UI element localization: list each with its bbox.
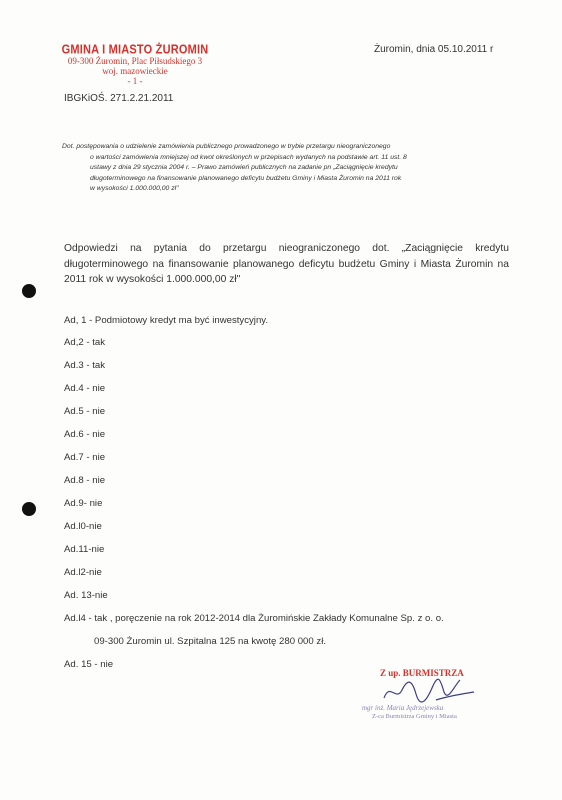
answer-5: Ad.5 - nie [64, 406, 106, 417]
answer-8: Ad.8 - nie [64, 475, 106, 486]
subject-line-3: ustawy z dnia 29 stycznia 2004 r. – Prawo zamówień publicznych na zadanie pn „Zaciągnięcie kredytu [90, 164, 398, 171]
answer-15: Ad. 15 - nie [64, 659, 114, 670]
answer-14: Ad.l4 - tak , poręczenie na rok 2012-2014 dla Żuromińskie Zakłady Komunalne Sp. z o. o. [64, 613, 444, 624]
answer-4: Ad.4 - nie [64, 383, 106, 394]
reference-number: IBGKiOŚ. 271.2.21.2011 [64, 93, 174, 104]
subject-line-5: w wysokości 1.000.000,00 zł" [90, 185, 179, 192]
subject-line-1: Dot. postępowania o udzielenie zamówienia publicznego prowadzonego w trybie przetargu nieograniczonego [62, 143, 391, 150]
municipality-stamp [50, 44, 220, 86]
stamp-address: 09-300 Żuromin, Plac Piłsudskiego 3 [67, 56, 203, 66]
stamp-mark: - 1 - [127, 76, 143, 86]
answer-14-continuation: 09-300 Żuromin ul. Szpitalna 125 na kwotę 280 000 zł. [94, 636, 326, 647]
intro-paragraph: Odpowiedzi na pytania do przetargu nieograniczonego dot. „Zaciągnięcie kredytu długoterminowego na finansowanie planowanego deficytu budżetu Gminy i Miasta Żuromin na 2011 rok w wysokości 1.000.000,00 zł" [64, 243, 509, 285]
answer-7: Ad.7 - nie [64, 452, 106, 463]
signatory-role: Z-ca Burmistrza Gminy i Miasta [372, 713, 457, 720]
answer-11: Ad.11-nie [64, 544, 105, 555]
document-date: Żuromin, dnia 05.10.2011 r [374, 44, 494, 55]
answer-13: Ad. 13-nie [64, 590, 108, 601]
subject-line-2: o wartości zamówienia mniejszej od kwot określonych w przepisach wydanych na podstawie art. 11 ust. 8 [90, 153, 407, 161]
handwritten-signature [378, 672, 478, 708]
answer-2: Ad,2 - tak [64, 337, 106, 348]
subject-line-4: długoterminowego na finansowanie planowanego deficytu budżetu Gminy i Miasta Żuromin na 2011 rok [90, 174, 402, 182]
answer-10: Ad.l0-nie [64, 521, 102, 532]
answer-9: Ad.9- nie [64, 498, 103, 509]
punch-hole-top [22, 284, 36, 298]
stamp-title: GMINA I MIASTO ŻUROMIN [61, 43, 209, 57]
signature-header: Z up. BURMISTRZA [380, 668, 464, 678]
answer-3: Ad.3 - tak [64, 360, 106, 371]
punch-hole-bottom [22, 502, 36, 516]
signatory-name: mgr inż. Maria Jędrzejewska [362, 704, 444, 712]
stamp-region: woj. mazowieckie [102, 66, 168, 76]
answer-12: Ad.l2-nie [64, 567, 102, 578]
answer-6: Ad.6 - nie [64, 429, 106, 440]
answer-1: Ad, 1 - Podmiotowy kredyt ma być inwestycyjny. [64, 315, 269, 326]
subject-block [62, 142, 502, 195]
